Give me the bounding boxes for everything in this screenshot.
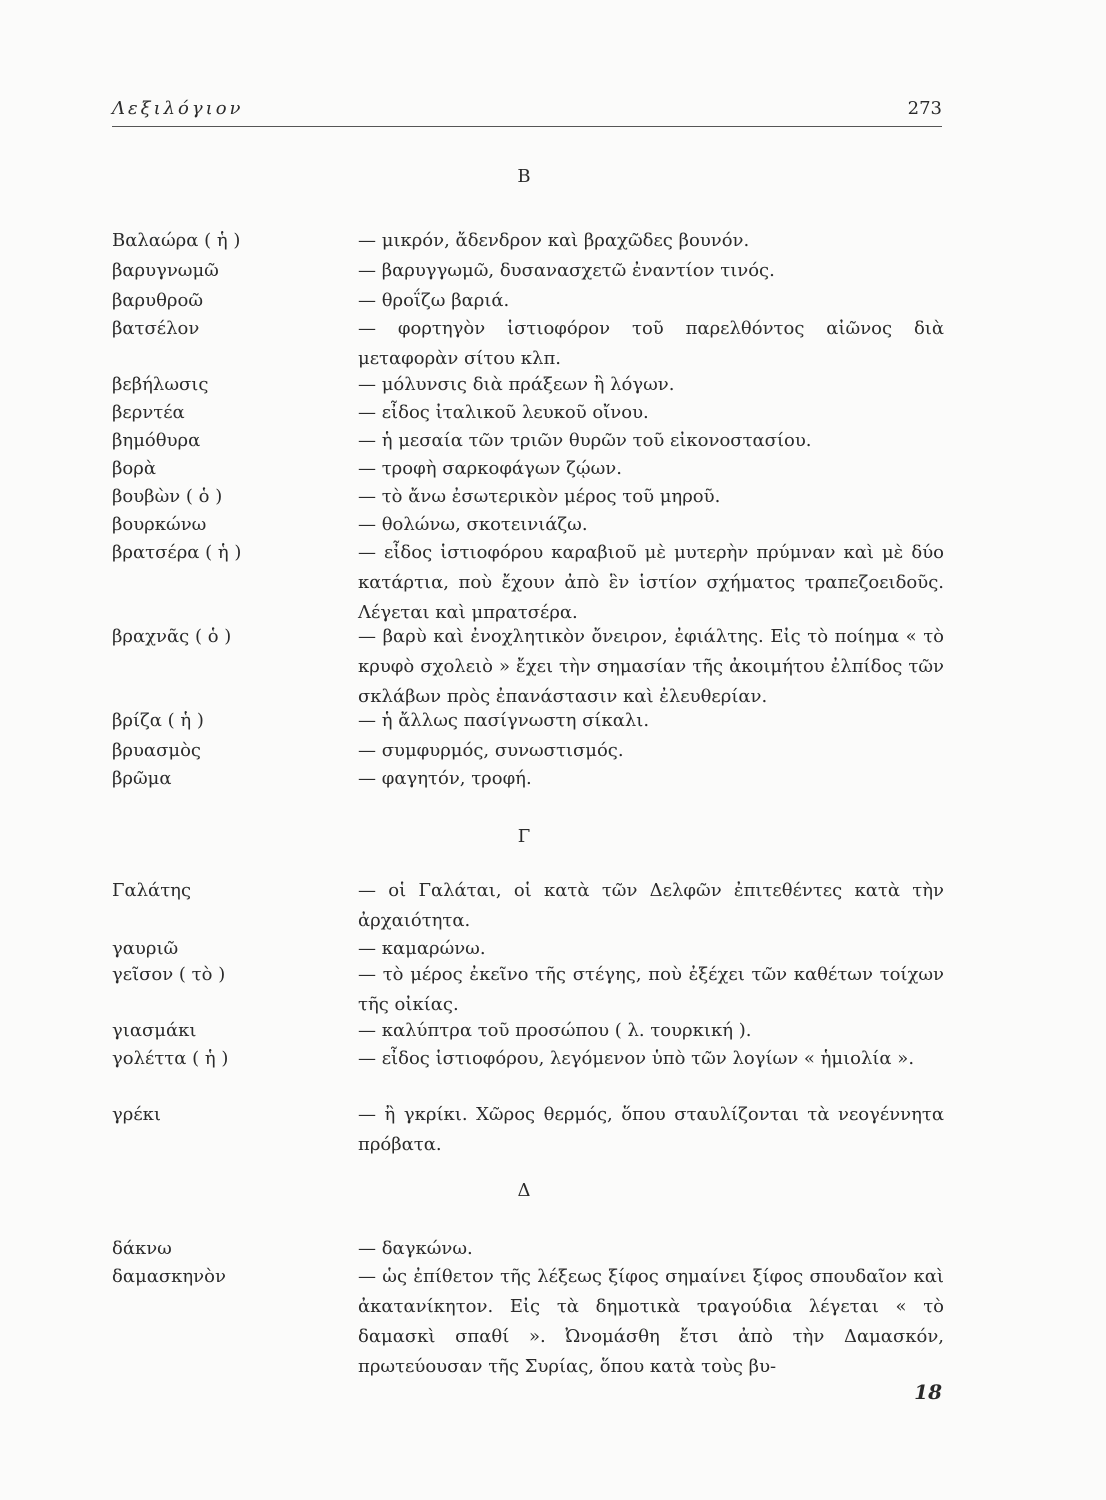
entry-term: βουβὼν ( ὁ )	[112, 486, 223, 507]
page-header	[112, 98, 942, 126]
entry-term: γιασμάκι	[112, 1020, 197, 1041]
entry-definition: — καλύπτρα τοῦ προσώπου ( λ. τουρκική ).	[358, 1020, 752, 1041]
entry-definition: — θροΐζω βαριά.	[358, 290, 510, 311]
entry-definition: — οἱ Γαλάται, οἱ κατὰ τῶν Δελφῶν ἐπιτεθέντες κατὰ τὴν ἀρχαιότητα.	[358, 880, 944, 931]
entry-definition: — συμφυρμός, συνωστισμός.	[358, 740, 624, 761]
entry-definition: — τὸ ἄνω ἐσωτερικὸν μέρος τοῦ μηροῦ.	[358, 486, 721, 507]
entry-definition: — τὸ μέρος ἐκεῖνο τῆς στέγης, ποὺ ἐξέχει τῶν καθέτων τοίχων τῆς οἰκίας.	[358, 964, 944, 1015]
entry-definition: — μόλυνσις διὰ πράξεων ἢ λόγων.	[358, 374, 675, 395]
entry-definition: — εἶδος ἱστιοφόρου καραβιοῦ μὲ μυτερὴν πρύμναν καὶ μὲ δύο κατάρτια, ποὺ ἔχουν ἀπὸ ἓν ἱστίον σχήματος τραπεζοειδοῦς. Λέγεται καὶ μπρατσέρα.	[358, 542, 944, 623]
entry-definition: — ἡ μεσαία τῶν τριῶν θυρῶν τοῦ εἰκονοστασίου.	[358, 430, 812, 451]
entry-term: βαρυγνωμῶ	[112, 260, 219, 281]
entry-definition: — εἶδος ἱστιοφόρου, λεγόμενον ὑπὸ τῶν λογίων « ἡμιολία ».	[358, 1048, 915, 1069]
entry-term: βερντέα	[112, 402, 185, 423]
entry-definition: — θολώνω, σκοτεινιάζω.	[358, 514, 588, 535]
entry-term: βαρυθροῶ	[112, 290, 204, 311]
entry-term: βραχνᾶς ( ὁ )	[112, 626, 232, 647]
entry-term: βατσέλον	[112, 318, 200, 339]
entry-definition: — ὡς ἐπίθετον τῆς λέξεως ξίφος σημαίνει ξίφος σπουδαῖον καὶ ἀκατανίκητον. Εἰς τὰ δημοτικὰ τραγούδια λέγεται « τὸ δαμασκὶ σπαθί ». Ὠνομάσθη ἔτσι ἀπὸ τὴν Δαμασκόν, πρωτεύουσαν τῆς Συρίας, ὅπου κατὰ τοὺς βυ-	[358, 1266, 944, 1377]
entry-definition: — βαρυγγωμῶ, δυσανασχετῶ ἐναντίον τινός.	[358, 260, 775, 281]
entry-term: βουρκώνω	[112, 514, 207, 535]
entry-term: γολέττα ( ἡ )	[112, 1048, 229, 1069]
entry-term: γεῖσον ( τὸ )	[112, 964, 226, 985]
entry-term: δάκνω	[112, 1238, 172, 1259]
entry-term: δαμασκηνὸν	[112, 1266, 226, 1287]
entry-definition: — ἡ ἄλλως πασίγνωστη σίκαλι.	[358, 710, 650, 731]
entry-definition: — φαγητόν, τροφή.	[358, 768, 532, 789]
section-heading-gamma: Γ	[517, 826, 531, 847]
entry-definition: — δαγκώνω.	[358, 1238, 473, 1259]
entry-definition: — μικρόν, ἄδενδρον καὶ βραχῶδες βουνόν.	[358, 230, 750, 251]
page-number: 273	[907, 98, 942, 119]
entry-term: γρέκι	[112, 1104, 161, 1125]
signature-mark: 18	[914, 1380, 942, 1404]
entry-term: γαυριῶ	[112, 938, 179, 959]
entry-term: βορὰ	[112, 458, 156, 479]
entry-definition: — βαρὺ καὶ ἐνοχλητικὸν ὄνειρον, ἐφιάλτης. Εἰς τὸ ποίημα « τὸ κρυφὸ σχολειὸ » ἔχει τὴν σημασίαν τῆς ἀκοιμήτου ἐλπίδος τῶν σκλάβων πρὸς ἐπανάστασιν καὶ ἐλευθερίαν.	[358, 626, 944, 707]
entry-term: βημόθυρα	[112, 430, 201, 451]
entry-term: βρυασμὸς	[112, 740, 201, 761]
entry-definition: — εἶδος ἰταλικοῦ λευκοῦ οἴνου.	[358, 402, 649, 423]
section-heading-delta: Δ	[517, 1180, 531, 1201]
entry-term: Γαλάτης	[112, 880, 192, 901]
entry-definition: — ἢ γκρίκι. Χῶρος θερμός, ὅπου σταυλίζονται τὰ νεογέννητα πρόβατα.	[358, 1104, 944, 1155]
section-heading-beta: Β	[517, 166, 531, 187]
entry-term: Βαλαώρα ( ἡ )	[112, 230, 241, 251]
entry-term: βρῶμα	[112, 768, 172, 789]
running-title: Λεξιλόγιον	[112, 98, 244, 119]
header-rule	[112, 126, 942, 127]
entry-term: βεβήλωσις	[112, 374, 209, 395]
entry-definition: — φορτηγὸν ἱστιοφόρον τοῦ παρελθόντος αἰῶνος διὰ μεταφορὰν σίτου κλπ.	[358, 318, 944, 369]
entry-definition: — τροφὴ σαρκοφάγων ζῴων.	[358, 458, 622, 479]
entry-term: βρατσέρα ( ἡ )	[112, 542, 242, 563]
entry-term: βρίζα ( ἡ )	[112, 710, 204, 731]
entry-definition: — καμαρώνω.	[358, 938, 486, 959]
